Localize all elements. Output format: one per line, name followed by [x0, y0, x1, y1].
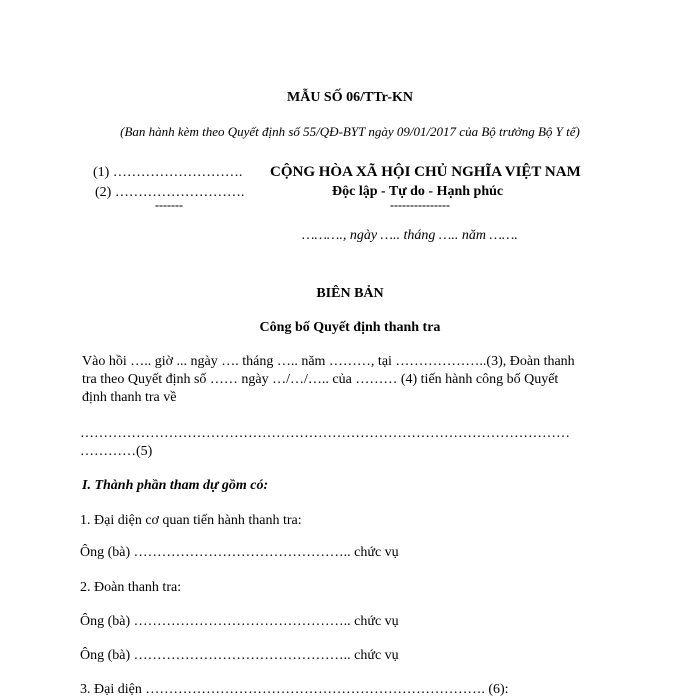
person-line-1: Ông (bà) ……………………………………….. chức vụ	[80, 545, 399, 560]
section-item-3: 3. Đại diện ………………………………………………………………. (6):	[80, 682, 509, 697]
body-line-1: Vào hồi ….. giờ ... ngày …. tháng ….. năm ………, tại ………………..(3), Đoàn thanh	[82, 354, 575, 369]
right-separator: ---------------	[390, 198, 450, 212]
left-line-2: (2) ……………………….	[95, 185, 245, 200]
section-heading: I. Thành phần tham dự gồm có:	[82, 478, 269, 493]
body-line-3: định thanh tra về	[82, 390, 177, 405]
national-motto: Độc lập - Tự do - Hạnh phúc	[332, 184, 504, 199]
dotted-line-end: …………(5)	[80, 444, 153, 459]
country-name: CỘNG HÒA XÃ HỘI CHỦ NGHĨA VIỆT NAM	[270, 164, 581, 180]
dotted-line: ……………………………………………………………………………………………	[80, 426, 570, 441]
issuance-note: (Ban hành kèm theo Quyết định số 55/QĐ-BYT ngày 09/01/2017 của Bộ trưởng Bộ Y tế)	[120, 124, 580, 139]
form-number: MẪU SỐ 06/TTr-KN	[287, 90, 413, 105]
document-title: BIÊN BẢN	[316, 286, 384, 301]
date-line: ………., ngày ….. tháng ….. năm …….	[302, 228, 518, 243]
left-separator: -------	[155, 198, 183, 212]
section-item-2: 2. Đoàn thanh tra:	[80, 580, 182, 595]
left-line-1: (1) ……………………….	[93, 165, 243, 180]
document-subtitle: Công bố Quyết định thanh tra	[259, 320, 441, 335]
section-item-1: 1. Đại diện cơ quan tiến hành thanh tra:	[80, 513, 302, 528]
person-line-3: Ông (bà) ……………………………………….. chức vụ	[80, 648, 399, 663]
person-line-2: Ông (bà) ……………………………………….. chức vụ	[80, 614, 399, 629]
body-line-2: tra theo Quyết định số …… ngày …/…/….. của ……… (4) tiến hành công bố Quyết	[82, 372, 559, 387]
